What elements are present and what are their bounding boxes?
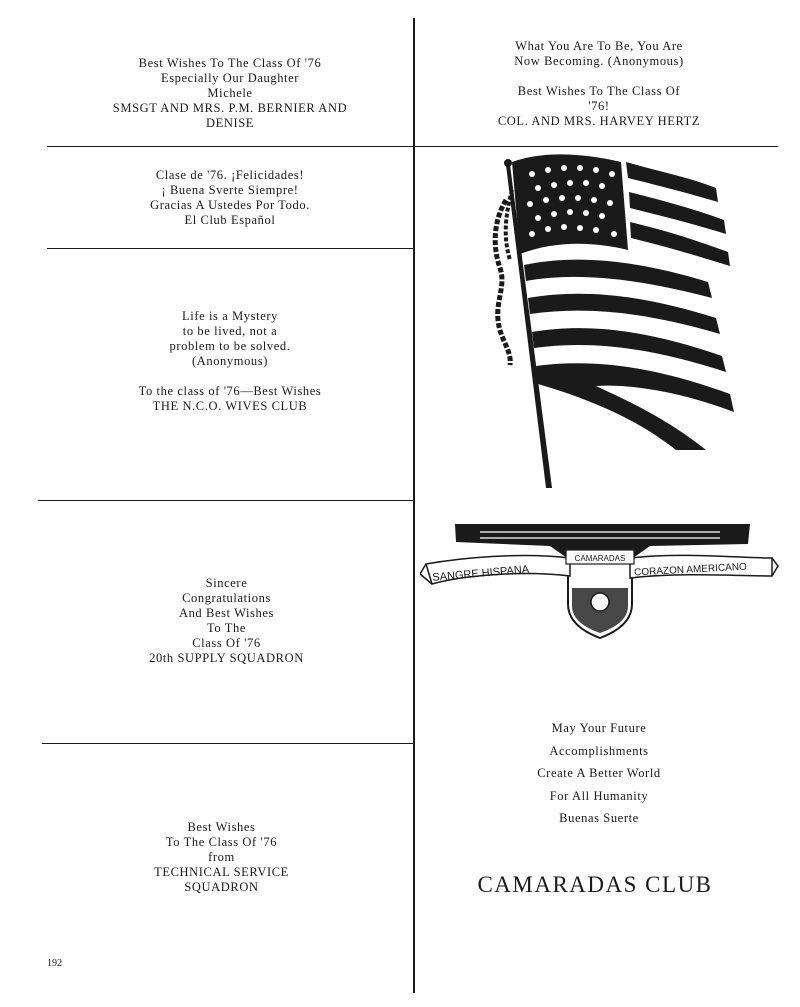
ad-line: SMSGT AND MRS. P.M. BERNIER AND xyxy=(112,101,348,115)
spacer xyxy=(47,369,413,384)
message-line: May Your Future xyxy=(551,721,647,735)
ad-line: 20th SUPPLY SQUADRON xyxy=(149,651,304,665)
ad-line: '76! xyxy=(588,99,610,113)
ad-bernier xyxy=(47,56,413,131)
ad-line: Clase de '76. ¡Felicidades! xyxy=(155,168,305,182)
divider-left-4 xyxy=(42,743,413,744)
ad-supply-squadron xyxy=(40,576,413,666)
divider-left-3 xyxy=(38,500,413,501)
ad-line: Especially Our Daughter xyxy=(160,71,300,85)
ad-line: THE N.C.O. WIVES CLUB xyxy=(152,399,308,413)
ad-line: To The Class Of '76 xyxy=(165,835,278,849)
ad-technical-service-squadron xyxy=(30,820,413,895)
quote-line: (Anonymous) xyxy=(191,354,269,368)
tassel-cord xyxy=(495,200,510,365)
quote-line: problem to be solved. xyxy=(169,339,291,353)
quote-line: to be lived, not a xyxy=(182,324,278,338)
quote-line: Life is a Mystery xyxy=(182,309,278,323)
ad-line: SQUADRON xyxy=(184,880,259,894)
quote-line: Now Becoming. (Anonymous) xyxy=(514,54,684,68)
message-line: Create A Better World xyxy=(537,766,661,780)
ad-line: DENISE xyxy=(205,116,255,130)
camaradas-message xyxy=(413,717,785,830)
banner-left-text: SANGRE HISPANA xyxy=(431,563,530,584)
ad-line: Congratulations xyxy=(182,591,271,605)
ad-line: Sincere xyxy=(205,576,248,590)
banner-right-text: CORAZON AMERICANO xyxy=(633,561,748,579)
ad-line: from xyxy=(208,850,235,864)
ad-line: To The xyxy=(207,621,246,635)
center-column-divider xyxy=(413,18,415,993)
message-line: Buenas Suerte xyxy=(559,811,639,825)
ad-nco-wives-club xyxy=(47,309,413,414)
ad-line: Gracias A Ustedes Por Todo. xyxy=(150,198,310,212)
page-number: 192 xyxy=(47,958,62,969)
ad-line: And Best Wishes xyxy=(178,606,275,620)
divider-left-2 xyxy=(47,248,413,249)
ad-club-espanol xyxy=(47,168,413,228)
message-line: For All Humanity xyxy=(549,788,649,803)
ad-line: Michele xyxy=(207,86,253,100)
quote-line: What You Are To Be, You Are xyxy=(515,39,683,53)
ad-line: Best Wishes To The Class Of '76 xyxy=(138,56,322,70)
ad-line: ¡ Buena Sverte Siempre! xyxy=(161,183,299,197)
ad-line: Best Wishes To The Class Of xyxy=(517,84,681,98)
pole-finial xyxy=(504,159,512,167)
message-line: Accomplishments xyxy=(549,743,649,758)
camaradas-club-title: CAMARADAS CLUB xyxy=(477,872,713,897)
divider-left-1 xyxy=(47,146,413,147)
banner-center-text: CAMARADAS xyxy=(574,554,626,563)
ad-line: COL. AND MRS. HARVEY HERTZ xyxy=(497,114,701,128)
american-flag-illustration xyxy=(476,150,751,500)
ad-line: El Club Español xyxy=(184,213,276,227)
camaradas-emblem xyxy=(420,518,780,640)
ad-line: TECHNICAL SERVICE xyxy=(154,865,289,879)
ad-line: To the class of '76—Best Wishes xyxy=(138,384,322,398)
ad-line: Class Of '76 xyxy=(192,636,261,650)
ad-hertz xyxy=(413,39,785,129)
divider-right-1 xyxy=(413,146,778,147)
spacer xyxy=(413,69,785,84)
ad-line: Best Wishes xyxy=(187,820,256,834)
